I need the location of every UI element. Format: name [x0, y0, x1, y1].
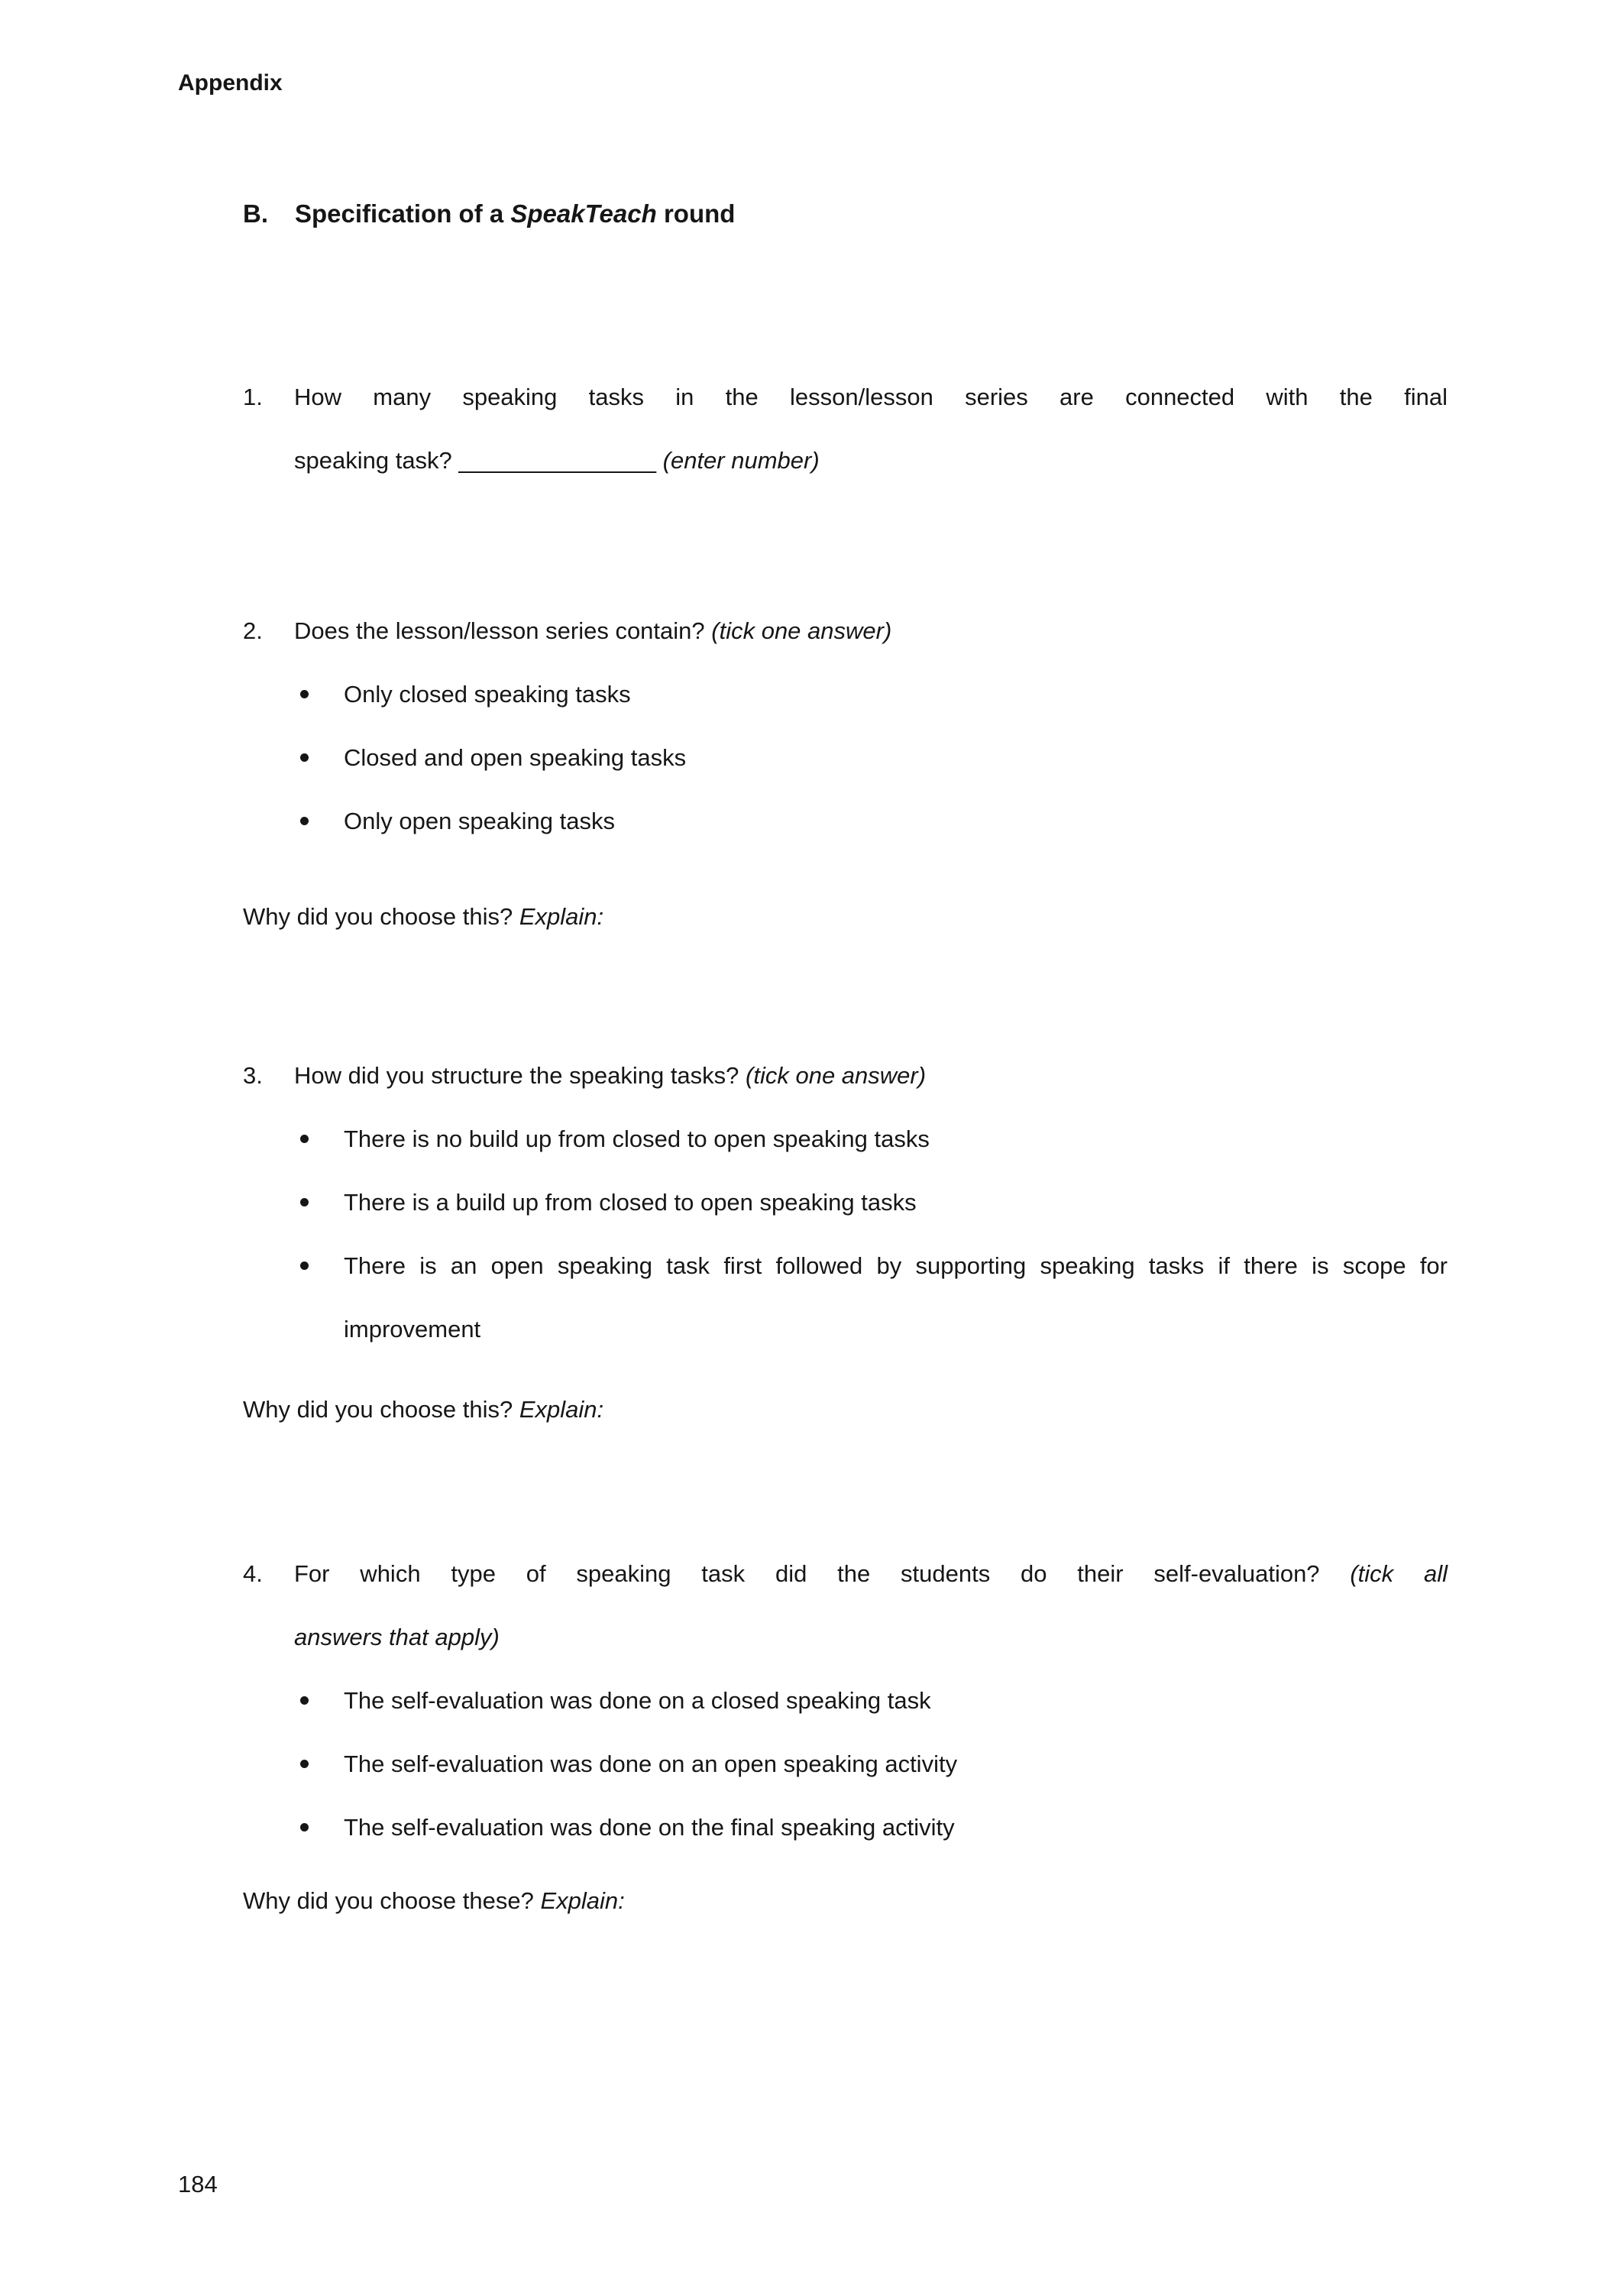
question-2-followup-text: Why did you choose this?	[243, 903, 519, 930]
section-heading	[243, 197, 1624, 231]
section-title	[295, 197, 735, 231]
question-4-option-1	[294, 1669, 1624, 1732]
question-2-hint: (tick one answer)	[711, 617, 892, 644]
question-2-options	[294, 662, 1624, 853]
question-2-option-3	[294, 789, 1624, 853]
question-3-followup-explain: Explain:	[519, 1396, 604, 1423]
question-2-followup-explain: Explain:	[519, 903, 604, 930]
question-3-text	[294, 1044, 1448, 1107]
question-3-options	[294, 1107, 1624, 1361]
question-4-options	[294, 1669, 1624, 1859]
bullet-dot	[300, 1261, 309, 1270]
question-1-line-1	[294, 365, 1448, 429]
question-4-option-2	[294, 1732, 1624, 1796]
question-3-followup	[243, 1378, 1624, 1441]
question-1	[243, 365, 1624, 492]
question-2-text	[294, 599, 1448, 662]
section-title-brand: SpeakTeach	[510, 199, 657, 228]
appendix-header: Appendix	[178, 70, 283, 96]
question-4-option-3	[294, 1796, 1624, 1859]
question-3-followup-text: Why did you choose this?	[243, 1396, 519, 1423]
bullet-dot	[300, 690, 309, 698]
question-3-option-2	[294, 1171, 1624, 1234]
question-2-line-1	[294, 599, 1448, 662]
question-2-followup	[243, 885, 1624, 948]
bullet-dot	[300, 1135, 309, 1143]
question-4-followup	[243, 1869, 1624, 1932]
question-1-hint: (enter number)	[662, 447, 820, 474]
question-4-line-1	[294, 1542, 1448, 1605]
bullet-dot	[300, 1696, 309, 1705]
question-2-option-1	[294, 662, 1624, 726]
question-2-number: 2.	[243, 617, 263, 644]
question-2-line-1-text: Does the lesson/lesson series contain?	[294, 617, 712, 644]
question-1-text	[294, 365, 1448, 492]
question-4	[243, 1542, 1624, 1669]
question-3-option-1	[294, 1107, 1624, 1171]
question-3-option-3-label: There is an open speaking task first followed by supporting speaking tasks if there is scope for improvement	[344, 1252, 1448, 1342]
question-3-option-2-label: There is a build up from closed to open speaking tasks	[344, 1189, 917, 1216]
question-4-line-2	[294, 1605, 1448, 1669]
question-4-option-2-label: The self-evaluation was done on an open speaking activity	[344, 1751, 958, 1777]
question-3-hint: (tick one answer)	[746, 1062, 927, 1089]
question-3-number: 3.	[243, 1062, 263, 1089]
question-4-hint-end: answers that apply)	[294, 1624, 500, 1650]
section-title-suffix: round	[656, 199, 736, 228]
question-1-answer-blank: speaking task? _______________	[294, 447, 663, 474]
page-number: 184	[178, 2171, 218, 2197]
question-4-followup-text: Why did you choose these?	[243, 1887, 541, 1914]
section-title-prefix: Specification of a	[295, 199, 511, 228]
question-2-option-3-label: Only open speaking tasks	[344, 808, 615, 834]
bullet-dot	[300, 753, 309, 762]
question-3	[243, 1044, 1624, 1107]
question-2-option-2	[294, 726, 1624, 789]
question-1-line-1-text: How many speaking tasks in the lesson/lesson series are connected with the final	[294, 384, 1448, 410]
question-4-option-1-label: The self-evaluation was done on a closed speaking task	[344, 1687, 931, 1714]
question-4-line-1-text: For which type of speaking task did the students do their self-evaluation?	[294, 1560, 1351, 1587]
question-4-followup-explain: Explain:	[540, 1887, 625, 1914]
question-1-number: 1.	[243, 384, 263, 410]
section-label: B.	[243, 199, 268, 228]
question-3-option-3	[294, 1234, 1624, 1361]
bullet-dot	[300, 817, 309, 825]
bullet-dot	[300, 1823, 309, 1831]
question-1-line-2	[294, 429, 1448, 492]
question-4-hint-start: (tick all	[1350, 1560, 1448, 1587]
question-4-text	[294, 1542, 1448, 1669]
question-4-number: 4.	[243, 1560, 263, 1587]
question-2-option-1-label: Only closed speaking tasks	[344, 681, 631, 708]
question-4-option-3-label: The self-evaluation was done on the final speaking activity	[344, 1814, 955, 1841]
question-3-line-1-text: How did you structure the speaking tasks?	[294, 1062, 746, 1089]
question-2-option-2-label: Closed and open speaking tasks	[344, 744, 687, 771]
question-3-line-1	[294, 1044, 1448, 1107]
question-3-option-1-label: There is no build up from closed to open speaking tasks	[344, 1125, 930, 1152]
bullet-dot	[300, 1198, 309, 1206]
question-2	[243, 599, 1624, 662]
bullet-dot	[300, 1760, 309, 1768]
